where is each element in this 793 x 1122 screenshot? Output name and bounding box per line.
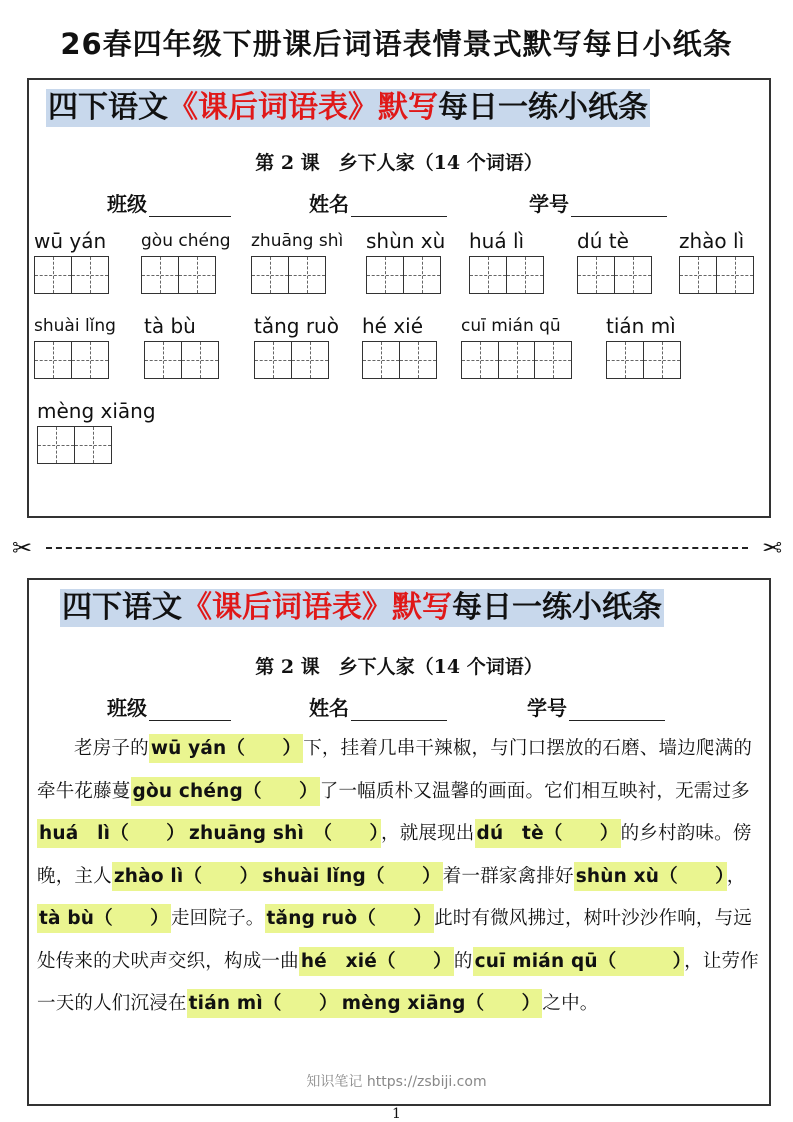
writing-cell[interactable] [716,256,754,294]
passage-text: 下，挂着几串干辣椒，与门口摆放的石磨、墙边爬满的牵牛花藤蔓 [37,738,753,802]
writing-grid [461,341,571,379]
word-pinyin: shùn xù [366,229,446,253]
card-banner [60,589,664,627]
scissors-icon: ✂ [761,534,782,562]
writing-cell[interactable] [469,256,507,294]
word-pinyin: zhuāng shì [251,231,344,251]
card-banner [46,89,650,127]
pinyin-blank[interactable]: mèng xiāng（ ） [340,989,543,1018]
name-field[interactable]: 姓名 [309,188,447,217]
writing-cell[interactable] [251,256,289,294]
pinyin-blank[interactable]: zhuāng shì （ ） [187,819,381,848]
word-pinyin: gòu chéng [141,231,231,251]
pinyin-blank[interactable]: tǎng ruò（ ） [265,904,435,933]
writing-grid [366,256,445,294]
writing-cell[interactable] [577,256,615,294]
dashed-divider [46,547,748,549]
number-field[interactable]: 学号 [527,692,665,721]
writing-cell[interactable] [606,341,644,379]
word-pinyin: mèng xiāng [37,399,156,423]
writing-cell[interactable] [403,256,441,294]
passage-text: 此时有微风拂过，树叶沙沙作响，与远处传来的犬吠声交织，构成一曲 [37,908,752,972]
word-pinyin: dú tè [577,229,629,253]
writing-cell[interactable] [498,341,536,379]
writing-cell[interactable] [643,341,681,379]
banner-part1: 四下语文 [62,590,182,625]
word-pinyin: wū yán [34,229,107,253]
word-pinyin: hé xié [362,314,424,338]
passage-text: 着一群家禽排好 [442,865,574,887]
word-item [366,230,445,294]
word-item [141,230,231,294]
writing-cell[interactable] [254,341,292,379]
pinyin-blank[interactable]: shùn xù（ ） [574,862,727,891]
word-item [144,315,217,379]
writing-cell[interactable] [34,341,72,379]
class-field[interactable]: 班级 [107,188,231,217]
pinyin-blank[interactable]: gòu chéng（ ） [131,777,320,806]
pinyin-blank[interactable]: dú tè（ ） [475,819,621,848]
passage-text: 的乡村韵味。傍晚，主人 [37,823,752,887]
passage-text: 的 [453,950,473,972]
banner-part2: 《课后词语表》默写 [182,590,452,625]
passage [37,728,763,1026]
writing-cell[interactable] [74,426,112,464]
lesson-title: 第 2 课 乡下人家（14 个词语） [255,656,543,678]
writing-grid [34,256,107,294]
writing-cell[interactable] [141,256,179,294]
word-pinyin: tǎng ruò [254,314,339,338]
banner-part1: 四下语文 [48,90,168,125]
word-item [469,230,542,294]
word-item [37,400,156,464]
word-pinyin: huá lì [469,229,525,253]
class-field[interactable]: 班级 [107,692,231,721]
writing-cell[interactable] [461,341,499,379]
lesson-title: 第 2 课 乡下人家（14 个词语） [255,152,543,174]
writing-cell[interactable] [291,341,329,379]
writing-grid [469,256,542,294]
banner-part2: 《课后词语表》默写 [168,90,438,125]
writing-cell[interactable] [614,256,652,294]
banner-part3: 每日一练小纸条 [452,590,662,625]
passage-text: 走回院子。 [170,908,265,929]
writing-grid [679,256,752,294]
pinyin-blank[interactable]: tián mì（ ） [187,989,340,1018]
word-item [461,315,571,379]
writing-cell[interactable] [506,256,544,294]
writing-cell[interactable] [34,256,72,294]
writing-grid [144,341,217,379]
writing-cell[interactable] [288,256,326,294]
word-pinyin: tián mì [606,314,676,338]
word-item [362,315,435,379]
pinyin-blank[interactable]: cuī mián qū（ ） [473,947,685,976]
pinyin-blank[interactable]: tà bù（ ） [37,904,171,933]
writing-grid [362,341,435,379]
writing-cell[interactable] [534,341,572,379]
word-pinyin: zhào lì [679,229,745,253]
number-field[interactable]: 学号 [529,188,667,217]
scissors-icon: ✂ [12,534,33,562]
word-item [606,315,679,379]
writing-cell[interactable] [679,256,717,294]
banner-part3: 每日一练小纸条 [438,90,648,125]
writing-grid [141,256,231,294]
passage-text: 之中。 [542,993,599,1014]
dictation-card-grid [27,78,771,518]
passage-text: ，让劳作一天的人们沉浸在 [37,950,759,1014]
writing-grid [34,341,116,379]
pinyin-blank[interactable]: shuài lǐng（ ） [260,862,443,891]
word-item [251,230,343,294]
writing-cell[interactable] [399,341,437,379]
page-number: 1 [392,1106,401,1122]
writing-grid [251,256,343,294]
writing-cell[interactable] [366,256,404,294]
writing-cell[interactable] [71,341,109,379]
passage-text: ，就展现出 [381,823,475,844]
writing-cell[interactable] [144,341,182,379]
passage-text: 老房子的 [74,738,149,759]
word-pinyin: tà bù [144,314,196,338]
word-item [34,230,107,294]
dictation-card-passage [27,578,771,1106]
passage-text: 了一幅质朴又温馨的画面。它们相互映衬，无需过多 [319,780,750,802]
document-title: 26春四年级下册课后词语表情景式默写每日小纸条 [60,27,733,61]
writing-cell[interactable] [362,341,400,379]
passage-text: ， [726,865,746,887]
writing-cell[interactable] [178,256,216,294]
writing-cell[interactable] [71,256,109,294]
word-item [577,230,650,294]
writing-grid [577,256,650,294]
writing-cell[interactable] [37,426,75,464]
pinyin-blank[interactable]: wū yán（ ） [149,734,303,763]
writing-grid [606,341,679,379]
word-item [254,315,339,379]
word-item [34,315,116,379]
word-pinyin: cuī mián qū [461,316,561,336]
word-item [679,230,752,294]
writing-grid [37,426,156,464]
writing-grid [254,341,339,379]
pinyin-blank[interactable]: huá lì（ ） [37,819,187,848]
cut-line [12,535,782,561]
word-pinyin: shuài lǐng [34,316,116,336]
source-watermark: 知识笔记 https://zsbiji.com [306,1074,487,1090]
writing-cell[interactable] [181,341,219,379]
name-field[interactable]: 姓名 [309,692,447,721]
pinyin-blank[interactable]: zhào lì（ ） [112,862,260,891]
pinyin-blank[interactable]: hé xié（ ） [299,947,454,976]
